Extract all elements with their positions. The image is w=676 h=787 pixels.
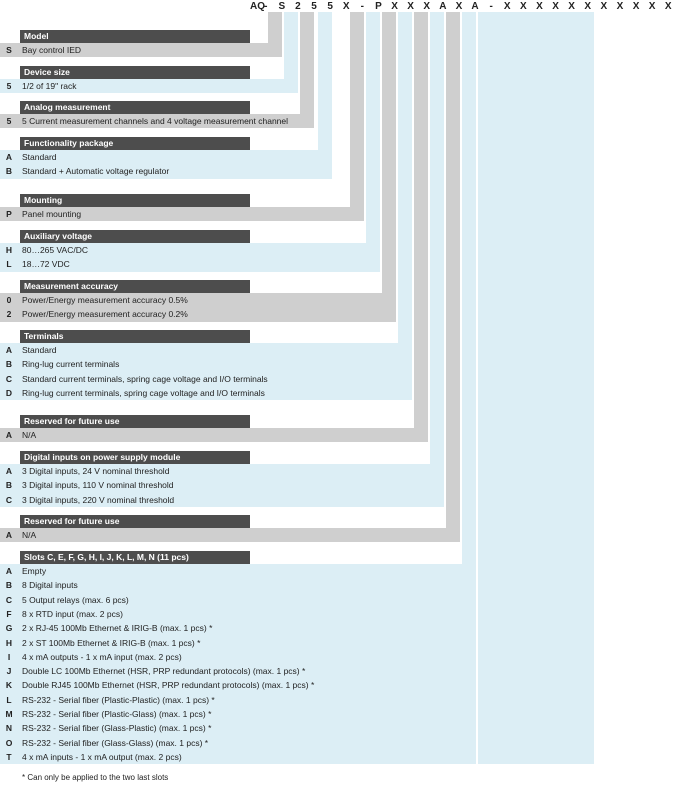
option-row	[0, 150, 332, 164]
option-description: RS-232 - Serial fiber (Plastic-Plastic) (max. 1 pcs) *	[22, 694, 215, 705]
order-code-char: X	[407, 1, 415, 12]
section-header: Model	[20, 30, 250, 43]
option-row	[0, 386, 412, 400]
option-row	[0, 678, 476, 692]
code-column	[366, 12, 380, 243]
order-code-char: 5	[327, 1, 334, 12]
option-description: Standard current terminals, spring cage voltage and I/O terminals	[22, 373, 268, 384]
option-description: 3 Digital inputs, 110 V nominal threshold	[22, 480, 174, 491]
order-code-char: X	[568, 1, 576, 12]
option-description: Power/Energy measurement accuracy 0.2%	[22, 309, 188, 320]
option-code: C	[5, 594, 13, 605]
order-code-char: X	[552, 1, 560, 12]
option-code: H	[5, 245, 13, 255]
order-code-char: -	[264, 1, 268, 12]
option-description: 2 x ST 100Mb Ethernet & IRIG-B (max. 1 pcs) *	[22, 637, 201, 648]
option-description: RS-232 - Serial fiber (Glass-Glass) (max. 1 pcs) *	[22, 737, 209, 748]
order-code-char: X	[632, 1, 640, 12]
order-code-char: 5	[311, 1, 318, 12]
option-code: C	[5, 373, 13, 384]
option-row	[0, 650, 476, 664]
order-code-char: X	[423, 1, 431, 12]
option-row	[0, 593, 476, 607]
option-description: 8 x RTD input (max. 2 pcs)	[22, 608, 123, 619]
option-code: P	[6, 209, 12, 219]
option-description: 80…265 VAC/DC	[22, 245, 88, 255]
code-column	[300, 12, 314, 114]
option-row	[0, 79, 298, 93]
order-code-char: X	[664, 1, 673, 12]
order-code-char: X	[648, 1, 656, 12]
order-code-char: P	[375, 1, 383, 12]
section-header: Analog measurement	[20, 101, 250, 114]
option-row	[0, 750, 476, 764]
code-column	[382, 12, 396, 293]
option-description: Power/Energy measurement accuracy 0.5%	[22, 295, 188, 305]
code-column	[398, 12, 412, 343]
option-code: K	[5, 680, 13, 691]
order-code-char: A	[439, 1, 447, 12]
option-code: M	[5, 709, 13, 719]
option-description: 5 Current measurement channels and 4 voltage measurement channel	[22, 116, 289, 126]
option-row	[0, 528, 460, 542]
option-description: Standard	[22, 152, 57, 162]
option-code: I	[7, 651, 11, 662]
order-code-prefix: AQ	[250, 1, 265, 12]
option-description: Ring-lug current terminals	[22, 359, 120, 370]
option-code: 0	[6, 295, 12, 305]
option-description: Double RJ45 100Mb Ethernet (HSR, PRP redundant protocols) (max. 1 pcs) *	[22, 680, 315, 691]
option-code: C	[5, 494, 13, 505]
option-row	[0, 564, 476, 578]
footnote: * Can only be applied to the two last slots	[22, 773, 169, 782]
option-code: A	[5, 566, 13, 576]
option-description: Ring-lug current terminals, spring cage voltage and I/O terminals	[22, 387, 265, 398]
option-description: Empty	[22, 566, 47, 576]
order-code-char: X	[503, 1, 512, 12]
option-code: A	[5, 530, 13, 540]
option-description: 4 x mA outputs - 1 x mA input (max. 2 pcs)	[22, 651, 182, 662]
order-code-char: -	[360, 1, 365, 12]
option-code: H	[5, 637, 13, 648]
option-code: L	[6, 694, 12, 705]
option-row	[0, 621, 476, 635]
option-description: Double LC 100Mb Ethernet (HSR, PRP redundant protocols) (max. 1 pcs) *	[22, 666, 306, 677]
option-code: 5	[6, 81, 12, 91]
code-column	[284, 12, 298, 79]
code-column	[268, 12, 282, 43]
option-code: T	[6, 751, 12, 762]
option-description: 3 Digital inputs, 24 V nominal threshold	[22, 466, 170, 476]
code-column	[462, 12, 476, 564]
option-row	[0, 207, 364, 221]
option-description: 4 x mA inputs - 1 x mA output (max. 2 pcs)	[22, 751, 182, 762]
order-code-char: X	[536, 1, 544, 12]
section-header: Reserved for future use	[20, 415, 250, 428]
option-row	[0, 707, 476, 721]
option-description: 18…72 VDC	[22, 259, 70, 270]
order-code-char: A	[471, 1, 480, 12]
code-column	[446, 12, 460, 528]
option-code: F	[6, 608, 12, 619]
option-description: 8 Digital inputs	[22, 580, 78, 591]
order-code-char: -	[489, 1, 494, 12]
option-row	[0, 578, 476, 592]
option-code: B	[5, 480, 13, 491]
section-header: Functionality package	[20, 137, 250, 150]
option-description: 3 Digital inputs, 220 V nominal threshold	[22, 494, 175, 505]
section-header: Auxiliary voltage	[20, 230, 250, 243]
order-code-char: X	[616, 1, 624, 12]
option-row	[0, 478, 444, 492]
option-code: B	[5, 166, 13, 177]
section-header: Measurement accuracy	[20, 280, 250, 293]
order-code-char: X	[342, 1, 351, 12]
section-header: Terminals	[20, 330, 250, 343]
section-header: Reserved for future use	[20, 515, 250, 528]
option-row	[0, 693, 476, 707]
section-header: Digital inputs on power supply module	[20, 451, 250, 464]
option-description: 2 x RJ-45 100Mb Ethernet & IRIG-B (max. 1 pcs) *	[22, 623, 213, 634]
option-row	[0, 293, 396, 307]
code-column	[318, 12, 332, 150]
option-row	[0, 357, 412, 371]
option-row	[0, 428, 428, 442]
option-description: N/A	[22, 530, 37, 540]
option-description: RS-232 - Serial fiber (Plastic-Glass) (max. 1 pcs) *	[22, 709, 212, 719]
option-row	[0, 243, 380, 257]
option-code: N	[5, 723, 13, 734]
code-column	[430, 12, 444, 464]
order-code-char: S	[278, 1, 286, 12]
option-description: 1/2 of 19" rack	[22, 81, 77, 91]
option-code: A	[5, 466, 13, 476]
option-row	[0, 636, 476, 650]
option-description: N/A	[22, 430, 37, 440]
option-row	[0, 721, 476, 735]
option-row	[0, 664, 476, 678]
code-column	[350, 12, 364, 207]
option-code: A	[5, 345, 13, 355]
option-code: J	[6, 666, 12, 677]
order-code-char: X	[455, 1, 463, 12]
option-row	[0, 736, 476, 750]
option-row	[0, 307, 396, 321]
option-description: Bay control IED	[22, 45, 82, 55]
order-code-char: X	[584, 1, 592, 12]
section-header: Mounting	[20, 194, 250, 207]
option-row	[0, 607, 476, 621]
section-header: Device size	[20, 66, 250, 79]
option-code: S	[6, 45, 12, 55]
option-row	[0, 257, 380, 271]
option-code: O	[5, 737, 13, 748]
order-code-char: X	[520, 1, 528, 12]
option-row	[0, 343, 412, 357]
option-row	[0, 164, 332, 178]
option-code: G	[5, 623, 13, 634]
option-code: 5	[6, 116, 12, 126]
option-description: RS-232 - Serial fiber (Glass-Plastic) (max. 1 pcs) *	[22, 723, 212, 734]
option-description: Panel mounting	[22, 209, 82, 219]
order-code-char: 2	[295, 1, 302, 12]
option-code: D	[5, 387, 13, 398]
option-row	[0, 43, 282, 57]
option-description: Standard + Automatic voltage regulator	[22, 166, 170, 177]
order-code-char: X	[600, 1, 608, 12]
option-row	[0, 114, 314, 128]
option-code: 2	[6, 309, 12, 320]
option-code: A	[5, 152, 13, 162]
option-description: 5 Output relays (max. 6 pcs)	[22, 594, 129, 605]
code-column	[414, 12, 428, 428]
option-description: Standard	[22, 345, 57, 355]
option-code: B	[5, 359, 13, 370]
option-code: B	[5, 580, 13, 591]
option-row	[0, 372, 412, 386]
option-code: A	[5, 430, 13, 440]
order-code-char: X	[391, 1, 399, 12]
option-code: L	[6, 259, 12, 270]
slots-column-block	[478, 12, 594, 764]
section-header: Slots C, E, F, G, H, I, J, K, L, M, N (11 pcs)	[20, 551, 250, 564]
option-row	[0, 464, 444, 478]
option-row	[0, 493, 444, 507]
